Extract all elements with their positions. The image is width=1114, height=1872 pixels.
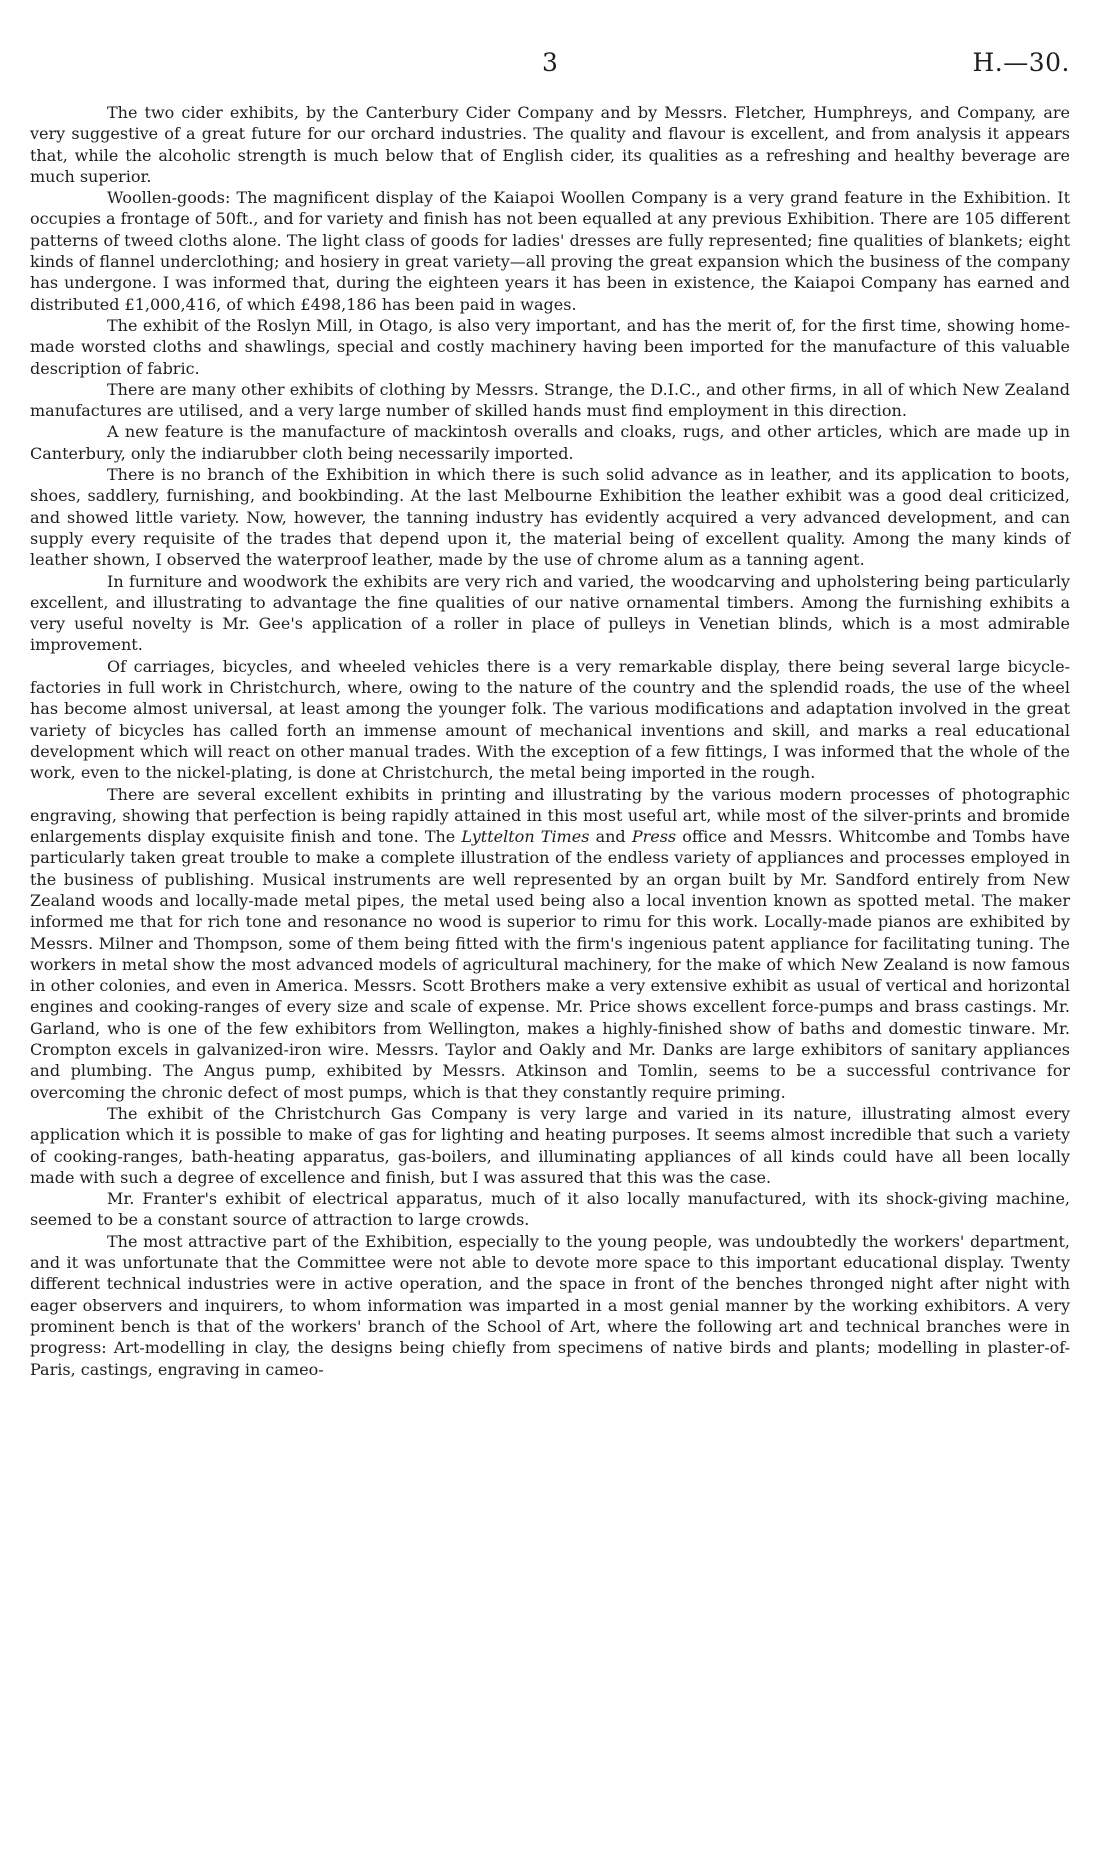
paragraph-gas-company: The exhibit of the Christchurch Gas Company is very large and varied in its nature, illustrating almost every application which it is possible to make of gas for lighting and heating purposes. It seems almost incredible that such a variety of cooking-ranges, bath-heating apparatus, gas-boilers, and illuminating appliances of all kinds could have all been locally made with such a degree of excellence and finish, but I was assured that this was the case. [30, 1103, 1070, 1187]
paragraph-furniture: In furniture and woodwork the exhibits are very rich and varied, the woodcarving and upholstering being particularly excellent, and illustrating to advantage the fine qualities of our native ornamental timbers. Among the furnishing exhibits a very useful novelty is Mr. Gee's application of a roller in place of pulleys in Venetian blinds, which is a most admirable improvement. [30, 571, 1070, 655]
paragraph-workers-department: The most attractive part of the Exhibition, especially to the young people, was undoubtedly the workers' department, and it was unfortunate that the Committee were not able to devote more space to this important educational display. Twenty different technical industries were in active operation, and the space in front of the benches thronged night after night with eager observers and inquirers, to whom information was imparted in a most genial manner by the working exhibitors. A very prominent bench is that of the workers' branch of the School of Art, where the following art and technical branches were in progress: Art-modelling in clay, the designs being chiefly from specimens of native birds and plants; modelling in plaster-of-Paris, castings, engraving in cameo- [30, 1231, 1070, 1379]
paragraph-woollen-goods: Woollen-goods: The magnificent display of the Kaiapoi Woollen Company is a very grand feature in the Exhibition. It occupies a frontage of 50ft., and for variety and finish has not been equalled at any previous Exhibition. There are 105 different patterns of tweed cloths alone. The light class of goods for ladies' dresses are fully represented; fine qualities of blankets; eight kinds of flannel underclothing; and hosiery in great variety—all proving the great expansion which the business of the company has undergone. I was informed that, during the eighteen years it has been in existence, the Kaiapoi Company has earned and distributed £1,000,416, of which £498,186 has been paid in wages. [30, 188, 1070, 314]
printing-text-c: office and Messrs. Whitcombe and Tombs have particularly taken great trouble to make a complete illustration of the endless variety of appliances and processes employed in the business of publishing. Musical instruments are well represented by an organ built by Mr. Sandford entirely from New Zealand woods and locally-made metal pipes, the metal used being also a local invention known as spotted metal. The maker informed me that for rich tone and resonance no wood is superior to rimu for this work. Locally-made pianos are exhibited by Messrs. Milner and Thompson, some of them being fitted with the firm's ingenious patent appliance for facilitating tuning. The workers in metal show the most advanced models of agricultural machinery, for the make of which New Zealand is now famous in other colonies, and even in America. Messrs. Scott Brothers make a very extensive exhibit as usual of vertical and horizontal engines and cooking-ranges of every size and scale of expense. Mr. Price shows excellent force-pumps and brass castings. Mr. Garland, who is one of the few exhibitors from Wellington, makes a highly-finished show of baths and domestic tinware. Mr. Crompton excels in galvanized-iron wire. Messrs. Taylor and Oakly and Mr. Danks are large exhibitors of sanitary appliances and plumbing. The Angus pump, exhibited by Messrs. Atkinson and Tomlin, seems to be a successful contrivance for overcoming the chronic defect of most pumps, which is that they constantly require priming. [30, 827, 1070, 1102]
paragraph-printing-metalwork [30, 784, 1070, 1103]
paragraph-cider: The two cider exhibits, by the Canterbury Cider Company and by Messrs. Fletcher, Humphreys, and Company, are very suggestive of a great future for our orchard industries. The quality and flavour is excellent, and from analysis it appears that, while the alcoholic strength is much below that of English cider, its qualities as a refreshing and healthy beverage are much superior. [30, 103, 1070, 186]
paragraph-mackintosh: A new feature is the manufacture of mackintosh overalls and cloaks, rugs, and other articles, which are made up in Canterbury, only the indiarubber cloth being necessarily imported. [30, 422, 1070, 463]
printing-text-b: and [595, 827, 626, 847]
press-title: Press [631, 827, 677, 847]
printing-text-a: There are several excellent exhibits in printing and illustrating by the various modern processes of photographic engraving, showing that perfection is being rapidly attained in this most useful art, while most of the silver-prints and bromide enlargements display exquisite finish and tone. The [30, 784, 1070, 847]
page-header [30, 48, 1070, 88]
page-number: 3 [542, 48, 558, 77]
document-reference: H.—30. [972, 48, 1070, 77]
lyttelton-times-title: Lyttelton Times [461, 827, 590, 847]
body-text [30, 102, 1070, 1380]
paragraph-carriages-bicycles: Of carriages, bicycles, and wheeled vehicles there is a very remarkable display, there being several large bicycle-factories in full work in Christchurch, where, owing to the nature of the country and the splendid roads, the use of the wheel has become almost universal, at least among the younger folk. The various modifications and adaptation involved in the great variety of bicycles has called forth an immense amount of mechanical inventions and skill, and marks a real educational development which will react on other manual trades. With the exception of a few fittings, I was informed that the whole of the work, even to the nickel-plating, is done at Christchurch, the metal being imported in the rough. [30, 656, 1070, 783]
paragraph-roslyn-mill: The exhibit of the Roslyn Mill, in Otago, is also very important, and has the merit of, for the first time, showing home-made worsted cloths and shawlings, special and costly machinery having been imported for the manufacture of this valuable description of fabric. [30, 315, 1070, 378]
paragraph-electrical: Mr. Franter's exhibit of electrical apparatus, much of it also locally manufactured, with its shock-giving machine, seemed to be a constant source of attraction to large crowds. [30, 1189, 1070, 1230]
paragraph-clothing: There are many other exhibits of clothing by Messrs. Strange, the D.I.C., and other firms, in all of which New Zealand manufactures are utilised, and a very large number of skilled hands must find employment in this direction. [30, 379, 1070, 421]
paragraph-leather: There is no branch of the Exhibition in which there is such solid advance as in leather, and its application to boots, shoes, saddlery, furnishing, and bookbinding. At the last Melbourne Exhibition the leather exhibit was a good deal criticized, and showed little variety. Now, however, the tanning industry has evidently acquired a very advanced development, and can supply every requisite of the trades that depend upon it, the material being of excellent quality. Among the many kinds of leather shown, I observed the waterproof leather, made by the use of chrome alum as a tanning agent. [30, 465, 1070, 570]
